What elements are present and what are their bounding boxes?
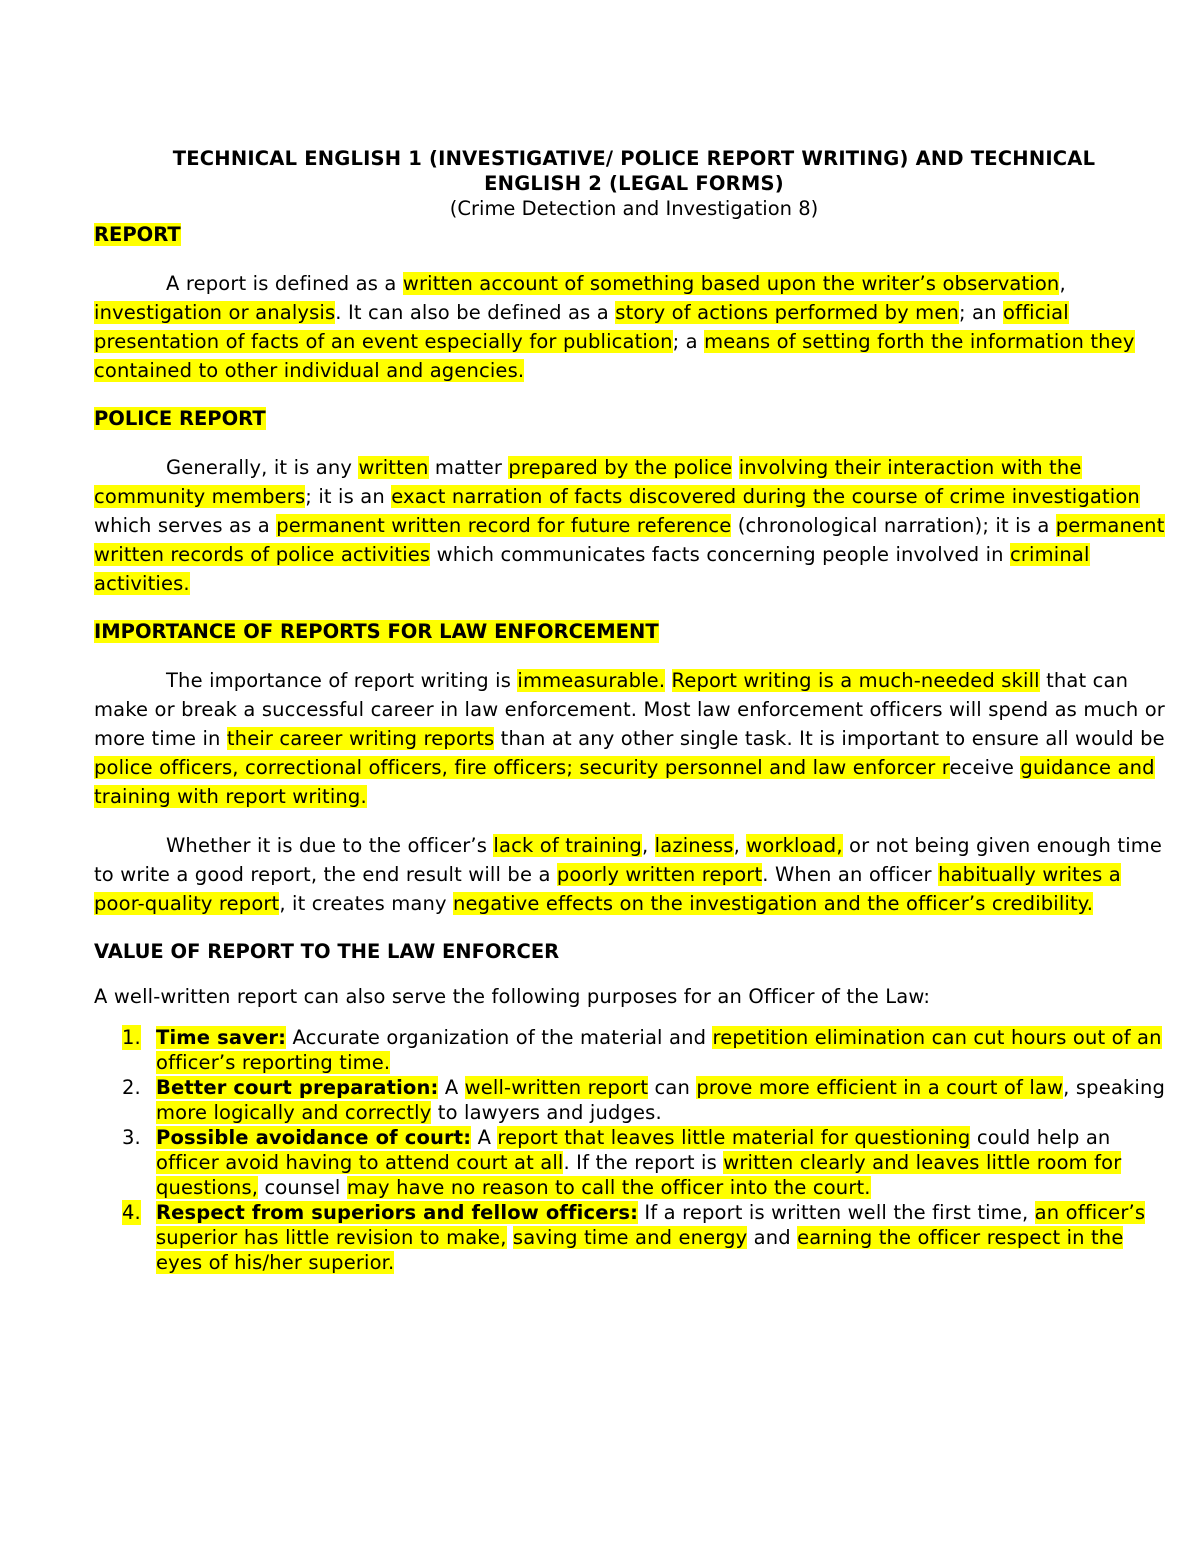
text-run: (chronological narration); it is a	[731, 514, 1056, 537]
highlight-run: earning the officer respect in the eyes of his/her superior.	[156, 1226, 1124, 1274]
text-run: that can make or break a successful career in law enforcement. Most law enforcement officers will spend as much or more time in	[94, 669, 1165, 750]
section-police-report	[94, 405, 1174, 598]
item-label: Possible avoidance of court:	[156, 1126, 472, 1149]
highlight-run: officer avoid having to attend court at all	[156, 1151, 564, 1174]
highlight-run: exact narration of facts discovered during the course of crime investigation	[391, 485, 1140, 508]
section-importance	[94, 618, 1174, 918]
highlight-run: habitually writes a poor-quality report	[94, 863, 1121, 915]
list-item	[94, 1025, 1174, 1075]
text-run: A	[471, 1126, 498, 1149]
value-intro: A well-written report can also serve the following purposes for an Officer of the Law:	[94, 985, 931, 1008]
list-number: 4.	[122, 1201, 141, 1224]
highlight-run: permanent written records of police activities	[94, 514, 1165, 566]
text-run: to lawyers and judges.	[431, 1101, 662, 1124]
text-run: If a report is written well the first time,	[638, 1201, 1035, 1224]
highlight-run: permanent written record for future reference	[276, 514, 732, 537]
value-list	[94, 1025, 1174, 1275]
highlight-run: official presentation of facts of an event especially for publication	[94, 301, 1069, 353]
text-run: . It can also be defined as a	[335, 301, 616, 324]
document-page	[94, 146, 1174, 1275]
text-run: ,	[733, 834, 747, 857]
list-number: 3.	[122, 1126, 141, 1149]
text-run	[507, 1226, 513, 1249]
highlight-run: more logically and correctly	[156, 1101, 432, 1124]
highlight-run: lack of training	[493, 834, 642, 857]
list-number: 1.	[122, 1026, 141, 1049]
list-item	[94, 1200, 1174, 1275]
value-heading: VALUE OF REPORT TO THE LAW ENFORCER	[94, 940, 560, 963]
highlight-run: prepared by the police	[508, 456, 733, 479]
text-run: ; it is an	[305, 485, 392, 508]
highlight-run: repetition elimination can cut hours out of an officer’s reporting time.	[156, 1026, 1162, 1074]
text-run: Whether it is due to the officer’s	[166, 834, 494, 857]
document-subtitle: (Crime Detection and Investigation 8)	[449, 197, 819, 220]
highlight-run: police officers, correctional officers, fire officers; security personnel and law enforcer r	[94, 756, 950, 779]
highlight-run: Report writing is a much-needed skill	[671, 669, 1040, 692]
text-run: . If the report is	[563, 1151, 724, 1174]
text-run: could help an	[970, 1126, 1111, 1149]
text-run	[665, 669, 671, 692]
text-run: matter	[428, 456, 509, 479]
police-report-heading: POLICE REPORT	[94, 407, 266, 430]
highlight-run: may have no reason to call the officer into the court.	[346, 1176, 871, 1199]
highlight-run: story of actions performed by men	[615, 301, 959, 324]
list-item	[94, 1075, 1174, 1125]
highlight-run: laziness	[654, 834, 734, 857]
highlight-run: workload,	[746, 834, 843, 857]
highlight-run: written	[358, 456, 429, 479]
highlight-run: report that leaves little material for questioning	[497, 1126, 971, 1149]
report-heading: REPORT	[94, 223, 181, 246]
highlight-run: saving time and energy	[512, 1226, 748, 1249]
highlight-run: written clearly and leaves little room for questions,	[156, 1151, 1122, 1199]
item-label: Better court preparation:	[156, 1076, 439, 1099]
item-label: Respect from superiors and fellow officers:	[156, 1201, 639, 1224]
highlight-run: criminal activities.	[94, 543, 1090, 595]
document-title	[94, 146, 1174, 196]
highlight-run: poorly written report	[556, 863, 763, 886]
text-run: , it creates many	[279, 892, 454, 915]
highlight-run: written account of something based upon the writer’s observation	[402, 272, 1060, 295]
text-run: which serves as a	[94, 514, 277, 537]
text-run: ; a	[672, 330, 705, 353]
text-run: . When an officer	[762, 863, 939, 886]
text-run: Generally, it is any	[166, 456, 359, 479]
text-run: A report is defined as a	[166, 272, 403, 295]
item-label: Time saver:	[156, 1026, 287, 1049]
text-run: and	[747, 1226, 798, 1249]
highlight-run: investigation or analysis	[94, 301, 336, 324]
title-line-2: ENGLISH 2 (LEGAL FORMS)	[484, 172, 784, 195]
importance-heading: IMPORTANCE OF REPORTS FOR LAW ENFORCEMENT	[94, 620, 659, 643]
importance-paragraph-2	[94, 831, 1174, 918]
text-run: The importance of report writing is	[166, 669, 518, 692]
text-run: A	[438, 1076, 465, 1099]
text-run: can	[648, 1076, 697, 1099]
highlight-run: means of setting forth the information they contained to other individual and agencies.	[94, 330, 1135, 382]
highlight-run: immeasurable.	[517, 669, 666, 692]
highlight-run: guidance and training with report writing.	[94, 756, 1155, 808]
text-run: counsel	[258, 1176, 347, 1199]
list-item	[94, 1125, 1174, 1200]
highlight-run: an officer’s superior has little revision to make,	[156, 1201, 1146, 1249]
text-run: , speaking	[1063, 1076, 1165, 1099]
highlight-run: negative effects on the investigation and the officer’s credibility.	[453, 892, 1094, 915]
text-run: or not being given enough time to write a good report, the end result will be a	[94, 834, 1163, 886]
text-run: eceive	[949, 756, 1021, 779]
importance-paragraph-1	[94, 666, 1174, 811]
text-run: ,	[1059, 272, 1066, 295]
text-run: ; an	[958, 301, 1004, 324]
text-run: Accurate organization of the material and	[286, 1026, 713, 1049]
title-line-1: TECHNICAL ENGLISH 1 (INVESTIGATIVE/ POLICE REPORT WRITING) AND TECHNICAL	[172, 147, 1096, 170]
highlight-run: their career writing reports	[226, 727, 495, 750]
report-paragraph	[94, 269, 1174, 385]
police-report-paragraph	[94, 453, 1174, 598]
section-value	[94, 938, 1174, 1275]
highlight-run: well-written report	[464, 1076, 649, 1099]
section-report	[94, 221, 1174, 385]
text-run: which communicates facts concerning people involved in	[430, 543, 1011, 566]
highlight-run: prove more efficient in a court of law	[696, 1076, 1064, 1099]
text-run: than at any other single task. It is important to ensure all would be	[494, 727, 1165, 750]
text-run	[732, 456, 738, 479]
text-run: ,	[641, 834, 655, 857]
highlight-run: involving their interaction with the community members	[94, 456, 1082, 508]
list-number: 2.	[122, 1076, 141, 1099]
